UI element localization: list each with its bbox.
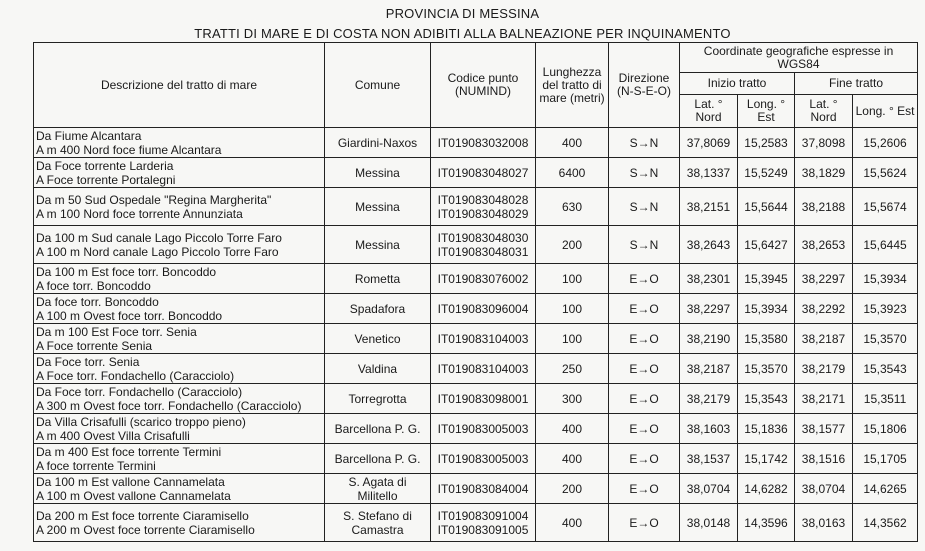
lat-inizio-cell: 38,2190 (680, 324, 738, 354)
descrizione-line: A m 400 Ovest Villa Crisafulli (36, 428, 190, 443)
codice-cell: IT019083005003 (431, 444, 536, 474)
descrizione-cell (34, 444, 325, 474)
descrizione-line: A m 400 Nord foce fiume Alcantara (36, 142, 222, 157)
direzione-cell: E→O (609, 294, 680, 324)
table-row (34, 158, 918, 188)
comune-cell: Spadafora (325, 294, 431, 324)
header-comune: Comune (325, 43, 431, 128)
lat-inizio-cell: 38,2151 (680, 188, 738, 226)
header-fine-tratto: Fine tratto (795, 73, 918, 95)
table-row (34, 188, 918, 226)
direzione-cell: S→N (609, 188, 680, 226)
header-coordinate: Coordinate geografiche espresse in WGS84 (680, 43, 918, 73)
direzione-cell: E→O (609, 474, 680, 504)
codice-cell: IT019083048027 (431, 158, 536, 188)
direzione-cell: E→O (609, 264, 680, 294)
descrizione-line: A 100 m Ovest vallone Cannamelata (36, 488, 231, 503)
long-fine-cell: 15,3570 (853, 324, 918, 354)
codice-cell: IT019083032008 (431, 128, 536, 158)
lunghezza-cell: 200 (536, 226, 609, 264)
pollution-table (33, 42, 918, 542)
comune-cell: Valdina (325, 354, 431, 384)
descrizione-cell (34, 158, 325, 188)
lunghezza-cell: 100 (536, 294, 609, 324)
descrizione-line: Da 100 m Sud canale Lago Piccolo Torre Faro (36, 230, 282, 245)
long-inizio-cell: 15,3543 (738, 384, 795, 414)
descrizione-line: A foce torr. Boncoddo (36, 278, 151, 293)
lat-fine-cell: 38,2171 (795, 384, 853, 414)
long-fine-cell: 15,6445 (853, 226, 918, 264)
long-fine-cell: 15,3511 (853, 384, 918, 414)
direzione-cell: S→N (609, 158, 680, 188)
table-row (34, 226, 918, 264)
lat-inizio-cell: 38,0148 (680, 504, 738, 542)
descrizione-line: Da m 400 Est foce torrente Termini (36, 444, 222, 459)
comune-cell: Rometta (325, 264, 431, 294)
descrizione-cell (34, 474, 325, 504)
comune-cell: Messina (325, 226, 431, 264)
lat-inizio-cell: 38,1603 (680, 414, 738, 444)
lat-fine-cell: 37,8098 (795, 128, 853, 158)
lat-fine-cell: 38,1829 (795, 158, 853, 188)
descrizione-line: Da 200 m Est foce torrente Ciaramisello (36, 508, 249, 523)
codice-cell: IT019083048028 IT019083048029 (431, 188, 536, 226)
codice-cell: IT019083104003 (431, 354, 536, 384)
descrizione-cell (34, 354, 325, 384)
descrizione-cell (34, 294, 325, 324)
long-fine-cell: 14,3562 (853, 504, 918, 542)
long-fine-cell: 15,5674 (853, 188, 918, 226)
header-inizio-tratto: Inizio tratto (680, 73, 795, 95)
lat-inizio-cell: 38,2297 (680, 294, 738, 324)
descrizione-line: A 200 m Ovest foce torrente Ciaramisello (36, 522, 255, 537)
direzione-cell: S→N (609, 226, 680, 264)
header-long-fine: Long. ° Est (853, 95, 918, 128)
table-body (34, 128, 918, 542)
lat-inizio-cell: 38,1537 (680, 444, 738, 474)
document-subtitle: TRATTI DI MARE E DI COSTA NON ADIBITI ALLA BALNEAZIONE PER INQUINAMENTO (194, 26, 731, 41)
codice-cell: IT019083096004 (431, 294, 536, 324)
lat-fine-cell: 38,0704 (795, 474, 853, 504)
table-row (34, 474, 918, 504)
direzione-cell: E→O (609, 504, 680, 542)
table-row (34, 324, 918, 354)
long-fine-cell: 15,1705 (853, 444, 918, 474)
comune-cell: Messina (325, 158, 431, 188)
long-inizio-cell: 15,3580 (738, 324, 795, 354)
comune-cell: Giardini-Naxos (325, 128, 431, 158)
descrizione-line: A Foce torr. Fondachello (Caracciolo) (36, 368, 235, 383)
header-codice: Codice punto (NUMIND) (431, 43, 536, 128)
header-lat-inizio: Lat. ° Nord (680, 95, 738, 128)
lat-inizio-cell: 38,2301 (680, 264, 738, 294)
descrizione-cell (34, 504, 325, 542)
lunghezza-cell: 250 (536, 354, 609, 384)
lunghezza-cell: 200 (536, 474, 609, 504)
direzione-cell: E→O (609, 414, 680, 444)
descrizione-line: A m 100 Nord foce torrente Annunziata (36, 206, 243, 221)
descrizione-cell (34, 384, 325, 414)
table-row (34, 294, 918, 324)
comune-cell: Venetico (325, 324, 431, 354)
lunghezza-cell: 6400 (536, 158, 609, 188)
lat-inizio-cell: 37,8069 (680, 128, 738, 158)
long-inizio-cell: 15,1742 (738, 444, 795, 474)
lat-fine-cell: 38,2292 (795, 294, 853, 324)
codice-cell: IT019083048030 IT019083048031 (431, 226, 536, 264)
descrizione-line: A 100 m Nord canale Lago Piccolo Torre Faro (36, 244, 279, 259)
long-inizio-cell: 14,3596 (738, 504, 795, 542)
long-fine-cell: 14,6265 (853, 474, 918, 504)
descrizione-cell (34, 324, 325, 354)
table-row (34, 414, 918, 444)
descrizione-cell (34, 264, 325, 294)
long-inizio-cell: 15,5249 (738, 158, 795, 188)
long-fine-cell: 15,2606 (853, 128, 918, 158)
long-fine-cell: 15,3543 (853, 354, 918, 384)
lat-fine-cell: 38,2653 (795, 226, 853, 264)
descrizione-line: Da m 100 Est Foce torr. Senia (36, 324, 197, 339)
table-row (34, 504, 918, 542)
long-inizio-cell: 15,6427 (738, 226, 795, 264)
comune-cell: Barcellona P. G. (325, 444, 431, 474)
lat-inizio-cell: 38,0704 (680, 474, 738, 504)
codice-cell: IT019083098001 (431, 384, 536, 414)
long-inizio-cell: 15,3934 (738, 294, 795, 324)
descrizione-line: Da Fiume Alcantara (36, 128, 142, 143)
document-title: PROVINCIA DI MESSINA (385, 6, 540, 21)
table-row (34, 354, 918, 384)
descrizione-cell (34, 188, 325, 226)
descrizione-line: A 100 m Ovest foce torr. Boncoddo (36, 308, 223, 323)
header-long-inizio: Long. ° Est (738, 95, 795, 128)
long-fine-cell: 15,3934 (853, 264, 918, 294)
header-lunghezza: Lunghezza del tratto di mare (metri) (536, 43, 609, 128)
lunghezza-cell: 300 (536, 384, 609, 414)
comune-cell: Messina (325, 188, 431, 226)
descrizione-line: Da Foce torr. Senia (36, 354, 140, 369)
lunghezza-cell: 400 (536, 444, 609, 474)
descrizione-line: Da m 50 Sud Ospedale "Regina Margherita" (36, 192, 272, 207)
lat-inizio-cell: 38,2179 (680, 384, 738, 414)
long-inizio-cell: 15,5644 (738, 188, 795, 226)
lat-fine-cell: 38,0163 (795, 504, 853, 542)
long-inizio-cell: 15,3945 (738, 264, 795, 294)
table-row (34, 128, 918, 158)
direzione-cell: E→O (609, 324, 680, 354)
descrizione-line: Da foce torr. Boncoddo (36, 294, 159, 309)
comune-cell: Barcellona P. G. (325, 414, 431, 444)
comune-cell: Torregrotta (325, 384, 431, 414)
long-inizio-cell: 15,3570 (738, 354, 795, 384)
descrizione-line: A foce torrente Termini (36, 458, 156, 473)
descrizione-cell (34, 414, 325, 444)
descrizione-line: Da Foce torr. Fondachello (Caracciolo) (36, 384, 243, 399)
lunghezza-cell: 630 (536, 188, 609, 226)
lat-fine-cell: 38,2179 (795, 354, 853, 384)
descrizione-line: A Foce torrente Portalegni (36, 172, 176, 187)
long-fine-cell: 15,3923 (853, 294, 918, 324)
long-fine-cell: 15,5624 (853, 158, 918, 188)
direzione-cell: E→O (609, 444, 680, 474)
descrizione-line: A Foce torrente Senia (36, 338, 153, 353)
header-lat-fine: Lat. ° Nord (795, 95, 853, 128)
direzione-cell: E→O (609, 384, 680, 414)
lunghezza-cell: 100 (536, 324, 609, 354)
descrizione-cell (34, 128, 325, 158)
long-fine-cell: 15,1806 (853, 414, 918, 444)
descrizione-cell (34, 226, 325, 264)
header-descrizione: Descrizione del tratto di mare (34, 43, 325, 128)
header-direzione: Direzione (N-S-E-O) (609, 43, 680, 128)
lat-fine-cell: 38,1516 (795, 444, 853, 474)
descrizione-line: Da 100 m Est foce torr. Boncoddo (36, 264, 217, 279)
lat-fine-cell: 38,2188 (795, 188, 853, 226)
descrizione-line: Da Foce torrente Larderia (36, 158, 174, 173)
table-row (34, 384, 918, 414)
codice-cell: IT019083091004 IT019083091005 (431, 504, 536, 542)
direzione-cell: E→O (609, 354, 680, 384)
lunghezza-cell: 400 (536, 128, 609, 158)
lat-inizio-cell: 38,1337 (680, 158, 738, 188)
lat-fine-cell: 38,2297 (795, 264, 853, 294)
table-header (34, 43, 918, 128)
long-inizio-cell: 15,2583 (738, 128, 795, 158)
codice-cell: IT019083076002 (431, 264, 536, 294)
descrizione-line: A 300 m Ovest foce torr. Fondachello (Caracciolo) (36, 398, 302, 413)
lat-inizio-cell: 38,2643 (680, 226, 738, 264)
comune-cell: S. Agata di Militello (325, 474, 431, 504)
descrizione-line: Da 100 m Est vallone Cannamelata (36, 474, 225, 489)
comune-cell: S. Stefano di Camastra (325, 504, 431, 542)
direzione-cell: S→N (609, 128, 680, 158)
lat-fine-cell: 38,2187 (795, 324, 853, 354)
long-inizio-cell: 14,6282 (738, 474, 795, 504)
table-row (34, 444, 918, 474)
long-inizio-cell: 15,1836 (738, 414, 795, 444)
lat-fine-cell: 38,1577 (795, 414, 853, 444)
lat-inizio-cell: 38,2187 (680, 354, 738, 384)
codice-cell: IT019083005003 (431, 414, 536, 444)
codice-cell: IT019083084004 (431, 474, 536, 504)
table-row (34, 264, 918, 294)
descrizione-line: Da Villa Crisafulli (scarico troppo pieno) (36, 414, 246, 429)
lunghezza-cell: 400 (536, 504, 609, 542)
lunghezza-cell: 100 (536, 264, 609, 294)
codice-cell: IT019083104003 (431, 324, 536, 354)
lunghezza-cell: 400 (536, 414, 609, 444)
